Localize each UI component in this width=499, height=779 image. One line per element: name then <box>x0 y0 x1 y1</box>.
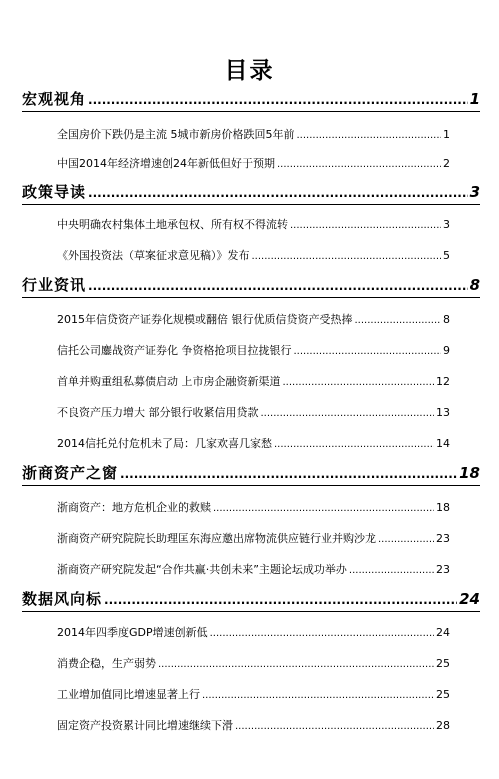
section-underline <box>22 297 480 299</box>
toc-entry-label: 浙商资产：地方危机企业的救赎 <box>57 501 211 514</box>
toc-leader <box>378 534 434 545</box>
toc-entry[interactable] <box>57 435 450 451</box>
toc-entry-label: 工业增加值同比增速显著上行 <box>57 688 200 701</box>
toc-entry-label: 浙商资产研究院院长助理匡东海应邀出席物流供应链行业并购沙龙 <box>57 532 376 545</box>
toc-section[interactable] <box>22 88 480 109</box>
toc-entry-page: 8 <box>443 313 450 326</box>
toc-entry[interactable] <box>57 404 450 420</box>
toc-entry[interactable] <box>57 155 450 171</box>
toc-entry-page: 1 <box>443 128 450 141</box>
toc-entry[interactable] <box>57 624 450 640</box>
toc-section[interactable] <box>22 462 480 483</box>
section-underline <box>22 611 480 613</box>
toc-entry-page: 25 <box>436 657 450 670</box>
toc-entry[interactable] <box>57 373 450 389</box>
section-underline <box>22 111 480 113</box>
toc-entry-label: 首单并购重组私募债启动 上市房企融资新渠道 <box>57 375 281 388</box>
toc-section[interactable] <box>22 588 480 609</box>
toc-section-label: 政策导读 <box>22 183 87 201</box>
toc-entry-page: 18 <box>436 501 450 514</box>
toc-section-page: 1 <box>469 90 480 108</box>
toc-entry-label: 消费企稳，生产弱势 <box>57 657 156 670</box>
toc-entry-label: 中国2014年经济增速创24年新低但好于预期 <box>57 157 275 170</box>
toc-entry-page: 3 <box>443 218 450 231</box>
toc-entry-label: 全国房价下跌仍是主流 5城市新房价格跌回5年前 <box>57 128 295 141</box>
toc-entry-page: 2 <box>443 157 450 170</box>
toc-leader <box>213 503 434 514</box>
section-underline <box>22 204 480 206</box>
toc-section[interactable] <box>22 181 480 202</box>
toc-entry[interactable] <box>57 686 450 702</box>
toc-section-label: 行业资讯 <box>22 276 87 294</box>
toc-entry-label: 信托公司鏖战资产证券化 争资格抢项目拉拢银行 <box>57 344 292 357</box>
toc-leader <box>104 593 457 607</box>
toc-leader <box>283 377 435 388</box>
toc-entry-page: 23 <box>436 563 450 576</box>
toc-entry[interactable] <box>57 530 450 546</box>
toc-entry-page: 12 <box>436 375 450 388</box>
toc-leader <box>88 279 468 293</box>
toc-leader <box>235 721 434 732</box>
toc-leader <box>349 565 434 576</box>
toc-entry[interactable] <box>57 216 450 232</box>
toc-entry-page: 5 <box>443 249 450 262</box>
toc-section[interactable] <box>22 274 480 295</box>
toc-entry[interactable] <box>57 342 450 358</box>
toc-leader <box>277 159 441 170</box>
toc-section-label: 数据风向标 <box>22 590 103 608</box>
toc-entry[interactable] <box>57 311 450 327</box>
toc-entry-page: 13 <box>436 406 450 419</box>
toc-leader <box>355 315 442 326</box>
toc-entry-label: 中央明确农村集体土地承包权、所有权不得流转 <box>57 218 288 231</box>
toc-leader <box>158 659 434 670</box>
toc-entry[interactable] <box>57 655 450 671</box>
toc-entry-label: 不良资产压力增大 部分银行收紧信用贷款 <box>57 406 259 419</box>
toc-section-page: 24 <box>459 590 480 608</box>
toc-entry-label: 《外国投资法（草案征求意见稿）》发布 <box>57 249 250 262</box>
toc-entry-page: 9 <box>443 344 450 357</box>
toc-entry[interactable] <box>57 126 450 142</box>
toc-entry[interactable] <box>57 717 450 733</box>
toc-entry-label: 固定资产投资累计同比增速继续下滑 <box>57 719 233 732</box>
toc-entry-label: 浙商资产研究院发起“合作共赢·共创未来”主题论坛成功举办 <box>57 563 347 576</box>
toc-leader <box>274 439 434 450</box>
toc-section-page: 18 <box>459 464 480 482</box>
toc-entry-page: 14 <box>436 437 450 450</box>
toc-leader <box>88 93 468 107</box>
toc-leader <box>210 628 434 639</box>
toc-leader <box>261 408 435 419</box>
toc-entry-label: 2014年四季度GDP增速创新低 <box>57 626 208 639</box>
toc-entry-page: 24 <box>436 626 450 639</box>
toc-entry[interactable] <box>57 247 450 263</box>
toc-entry-label: 2015年信贷资产证券化规模或翻倍 银行优质信贷资产受热捧 <box>57 313 353 326</box>
toc-section-label: 宏观视角 <box>22 90 87 108</box>
page-title: 目录 <box>224 58 275 84</box>
toc-leader <box>120 467 457 481</box>
section-underline <box>22 485 480 487</box>
toc-leader <box>88 186 468 200</box>
toc-leader <box>202 690 434 701</box>
toc-leader <box>252 251 442 262</box>
toc-entry-page: 25 <box>436 688 450 701</box>
toc-section-page: 3 <box>469 183 480 201</box>
toc-section-page: 8 <box>469 276 480 294</box>
toc-entry-page: 23 <box>436 532 450 545</box>
toc-leader <box>297 130 442 141</box>
toc-entry[interactable] <box>57 499 450 515</box>
toc-leader <box>294 346 442 357</box>
toc-entry[interactable] <box>57 561 450 577</box>
toc-section-label: 浙商资产之窗 <box>22 464 119 482</box>
toc-entry-page: 28 <box>436 719 450 732</box>
toc-entry-label: 2014信托兑付危机未了局：几家欢喜几家愁 <box>57 437 272 450</box>
toc-leader <box>290 220 441 231</box>
